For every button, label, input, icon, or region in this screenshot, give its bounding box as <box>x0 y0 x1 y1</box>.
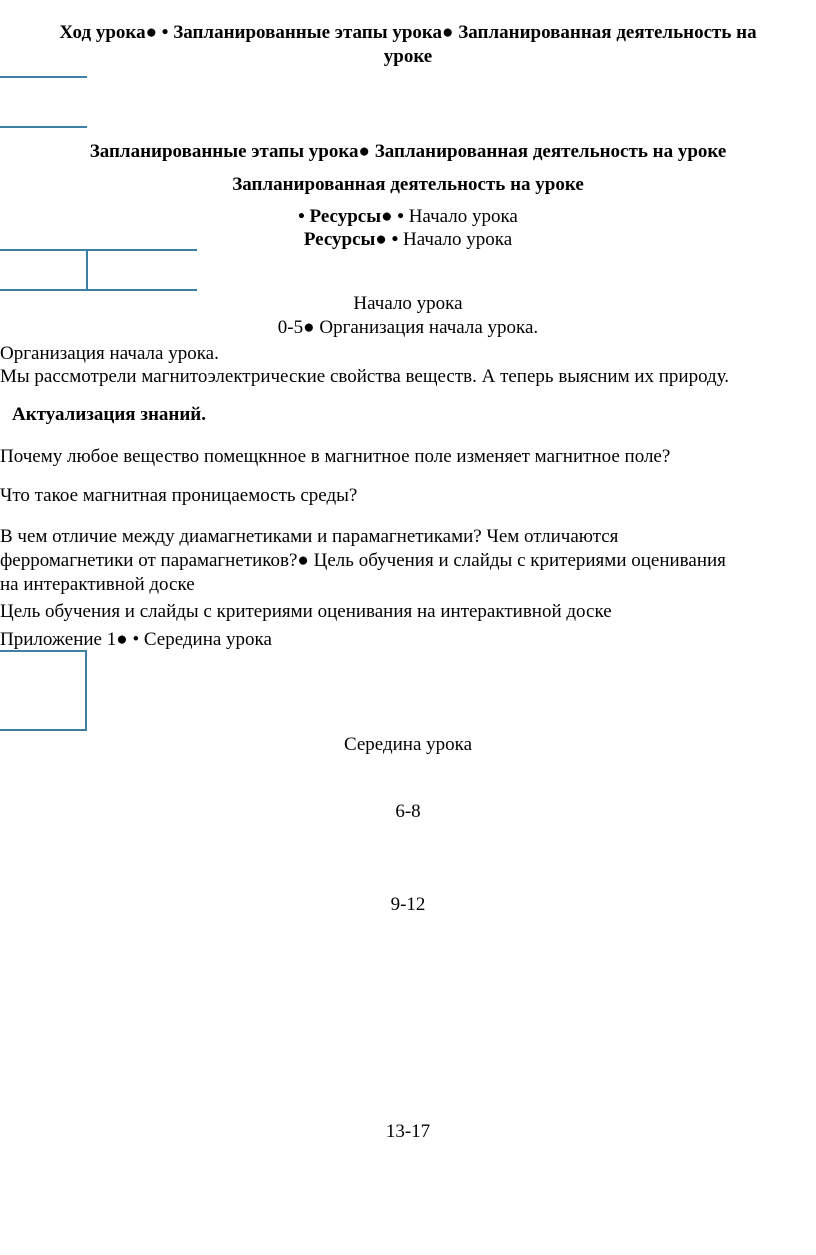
table-rule <box>86 249 88 291</box>
table-rule <box>0 126 87 128</box>
resources-label: • Ресурсы● • <box>298 206 404 227</box>
intro-text: Мы рассмотрели магнитоэлектрические свойства веществ. А теперь выясним их природу. <box>0 366 730 387</box>
appendix-text: Приложение 1● • Середина урока <box>0 629 272 650</box>
time-range: 9-12 <box>390 894 426 915</box>
resources-label: Ресурсы● • <box>303 229 399 250</box>
section-heading: Актуализация знаний. <box>12 404 207 425</box>
table-rule <box>0 76 87 78</box>
subheading-stages: Запланированные этапы урока● Запланированная деятельность на уроке <box>89 141 727 162</box>
resources-start: Начало урока <box>398 229 513 250</box>
question: Что такое магнитная проницаемость среды? <box>0 485 358 506</box>
resources-line <box>0 206 816 228</box>
table-rule <box>0 729 87 731</box>
question: Почему любое вещество помещкнное в магнитное поле изменяет магнитное поле? <box>0 446 671 467</box>
page-title-continuation: уроке <box>383 46 433 67</box>
time-range: 6-8 <box>395 801 421 822</box>
goal-text: Цель обучения и слайды с критериями оценивания на интерактивной доске <box>0 601 612 622</box>
table-rule <box>0 289 197 291</box>
question: ферромагнетики от парамагнетиков?● Цель обучения и слайды с критериями оценивания <box>0 550 726 571</box>
resources-start: Начало урока <box>403 206 518 227</box>
subheading-activity: Запланированная деятельность на уроке <box>232 174 584 195</box>
organization-text: Организация начала урока. <box>0 343 219 364</box>
page-title: Ход урока● • Запланированные этапы урока● Запланированная деятельность на <box>59 22 757 43</box>
question: на интерактивной доске <box>0 574 195 595</box>
question: В чем отличие между диамагнетиками и парамагнетиками? Чем отличаются <box>0 526 619 547</box>
resources-line <box>0 229 816 251</box>
start-title: Начало урока <box>353 293 463 314</box>
time-range: 13-17 <box>385 1121 431 1142</box>
middle-title: Середина урока <box>343 734 473 755</box>
table-rule <box>85 650 87 731</box>
start-time: 0-5● Организация начала урока. <box>277 317 539 338</box>
